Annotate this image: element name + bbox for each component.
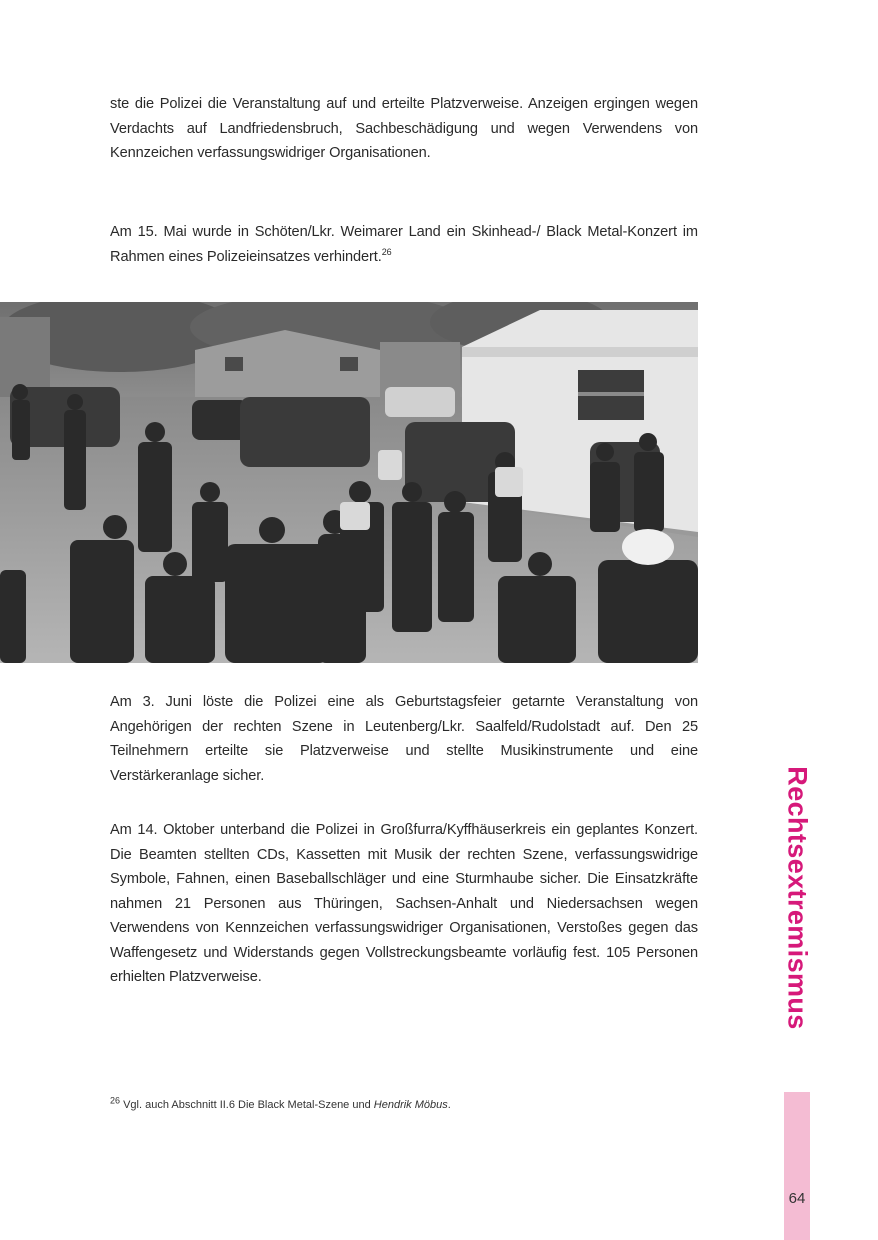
event-photo <box>0 302 698 663</box>
footnote-number: 26 <box>110 1095 121 1106</box>
paragraph-3: Am 3. Juni löste die Polizei eine als Geburtstagsfeier getarnte Veranstaltung von Angehörigen der rechten Szene in Leutenberg/Lkr. Saalfeld/Rudolstadt auf. Den 25 Teilnehmern erteilte sie Platzverweise und stellte Musikinstrumente und eine Verstärkeranlage sicher. <box>110 694 698 784</box>
footnote-name: Hendrik Möbus <box>373 1099 448 1111</box>
paragraph-2 <box>110 220 698 269</box>
section-color-bar <box>784 1092 810 1240</box>
footnote <box>110 1095 451 1111</box>
paragraph-2-text: Am 15. Mai wurde in Schöten/Lkr. Weimarer Land ein Skinhead-/ Black Metal-Konzert im Rahmen eines Polizeieinsatzes verhindert. <box>110 224 698 265</box>
section-title-text: Rechtsextremismus <box>782 766 813 1030</box>
paragraph-1: ste die Polizei die Veranstaltung auf und erteilte Platzverweise. Anzeigen ergingen wegen Verdachts auf Landfriedensbruch, Sachbeschädigung und wegen Verwendens von Kennzeichen verfassungswidriger Organisationen. <box>110 96 698 161</box>
footnote-reference: 26 <box>381 246 392 257</box>
section-title-vertical <box>767 738 827 1058</box>
photo-grayscale-scene <box>0 302 698 663</box>
paragraph-4: Am 14. Oktober unterband die Polizei in Großfurra/Kyffhäuserkreis ein geplantes Konzert. Die Beamten stellten CDs, Kassetten mit Musik der rechten Szene, verfassungswidrige Symbole, Fahnen, einen Baseballschläger und eine Sturmhaube sicher. Die Einsatzkräfte nahmen 21 Personen aus Thüringen, Sachsen-Anhalt und Niedersachsen wegen Verwendens von Kennzeichen verfassungswidriger Organisationen, Verstoßes gegen das Waffengesetz und Widerstands gegen Vollstreckungsbeamte vorläufig fest. 105 Personen erhielten Platzverweise. <box>110 822 698 985</box>
footnote-end: . <box>447 1099 451 1111</box>
page-number: 64 <box>788 1190 806 1207</box>
footnote-text: Vgl. auch Abschnitt II.6 Die Black Metal-Szene und <box>123 1099 374 1111</box>
